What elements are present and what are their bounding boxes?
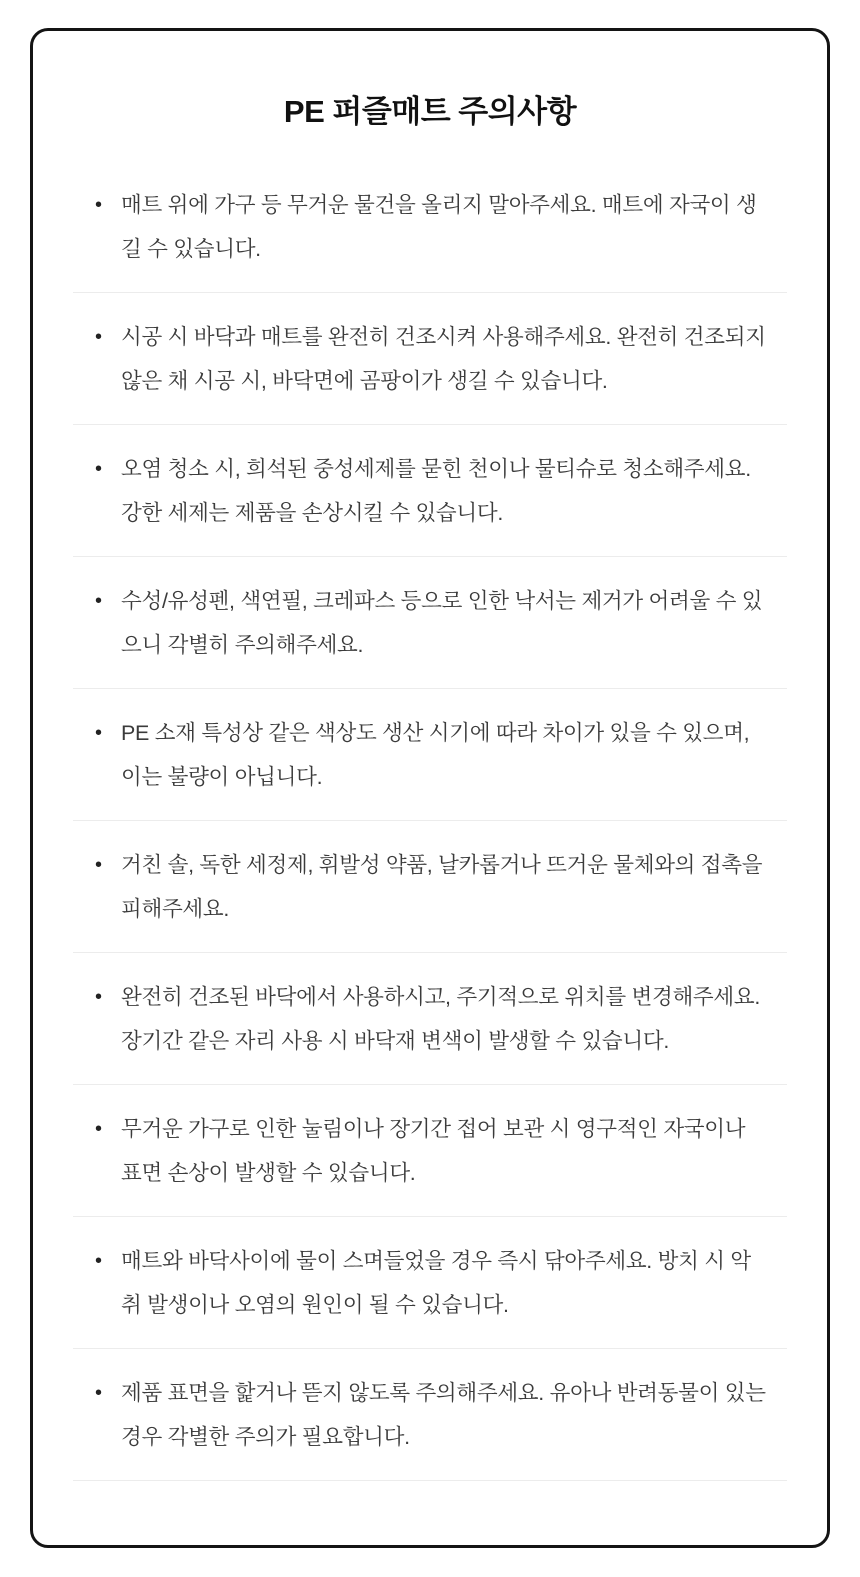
list-item-text: 시공 시 바닥과 매트를 완전히 건조시켜 사용해주세요. 완전히 건조되지 않은 채 시공 시, 바닥면에 곰팡이가 생길 수 있습니다. xyxy=(121,325,766,393)
list-item xyxy=(73,953,787,1085)
list-item xyxy=(73,1349,787,1481)
list-item-text: 매트 위에 가구 등 무거운 물건을 올리지 말아주세요. 매트에 자국이 생길 수 있습니다. xyxy=(121,193,757,261)
list-item-text: 매트와 바닥사이에 물이 스며들었을 경우 즉시 닦아주세요. 방치 시 악취 발생이나 오염의 원인이 될 수 있습니다. xyxy=(121,1249,751,1317)
list-item-text: 제품 표면을 핥거나 뜯지 않도록 주의해주세요. 유아나 반려동물이 있는 경우 각별한 주의가 필요합니다. xyxy=(121,1381,766,1449)
list-item xyxy=(73,425,787,557)
list-item-text: 거친 솔, 독한 세정제, 휘발성 약품, 날카롭거나 뜨거운 물체와의 접촉을 피해주세요. xyxy=(121,853,763,921)
bullet-icon: • xyxy=(95,722,103,744)
list-item-text: 무거운 가구로 인한 눌림이나 장기간 접어 보관 시 영구적인 자국이나 표면 손상이 발생할 수 있습니다. xyxy=(121,1117,746,1185)
precaution-list xyxy=(73,161,787,1481)
bullet-icon: • xyxy=(95,1250,103,1272)
bullet-icon: • xyxy=(95,854,103,876)
page-title: PE 퍼즐매트 주의사항 xyxy=(283,94,577,129)
list-item xyxy=(73,161,787,293)
list-item xyxy=(73,1085,787,1217)
list-item xyxy=(73,293,787,425)
list-item-text: PE 소재 특성상 같은 색상도 생산 시기에 따라 차이가 있을 수 있으며, 이는 불량이 아닙니다. xyxy=(121,721,750,789)
list-item xyxy=(73,557,787,689)
bullet-icon: • xyxy=(95,590,103,612)
bullet-icon: • xyxy=(95,458,103,480)
precautions-card xyxy=(30,28,830,1548)
bullet-icon: • xyxy=(95,1118,103,1140)
bullet-icon: • xyxy=(95,1382,103,1404)
list-item xyxy=(73,821,787,953)
bullet-icon: • xyxy=(95,194,103,216)
list-item-text: 완전히 건조된 바닥에서 사용하시고, 주기적으로 위치를 변경해주세요. 장기간 같은 자리 사용 시 바닥재 변색이 발생할 수 있습니다. xyxy=(121,985,760,1053)
bullet-icon: • xyxy=(95,326,103,348)
list-item-text: 수성/유성펜, 색연필, 크레파스 등으로 인한 낙서는 제거가 어려울 수 있으니 각별히 주의해주세요. xyxy=(121,589,763,657)
list-item-text: 오염 청소 시, 희석된 중성세제를 묻힌 천이나 물티슈로 청소해주세요. 강한 세제는 제품을 손상시킬 수 있습니다. xyxy=(121,457,751,525)
bullet-icon: • xyxy=(95,986,103,1008)
list-item xyxy=(73,1217,787,1349)
list-item xyxy=(73,689,787,821)
